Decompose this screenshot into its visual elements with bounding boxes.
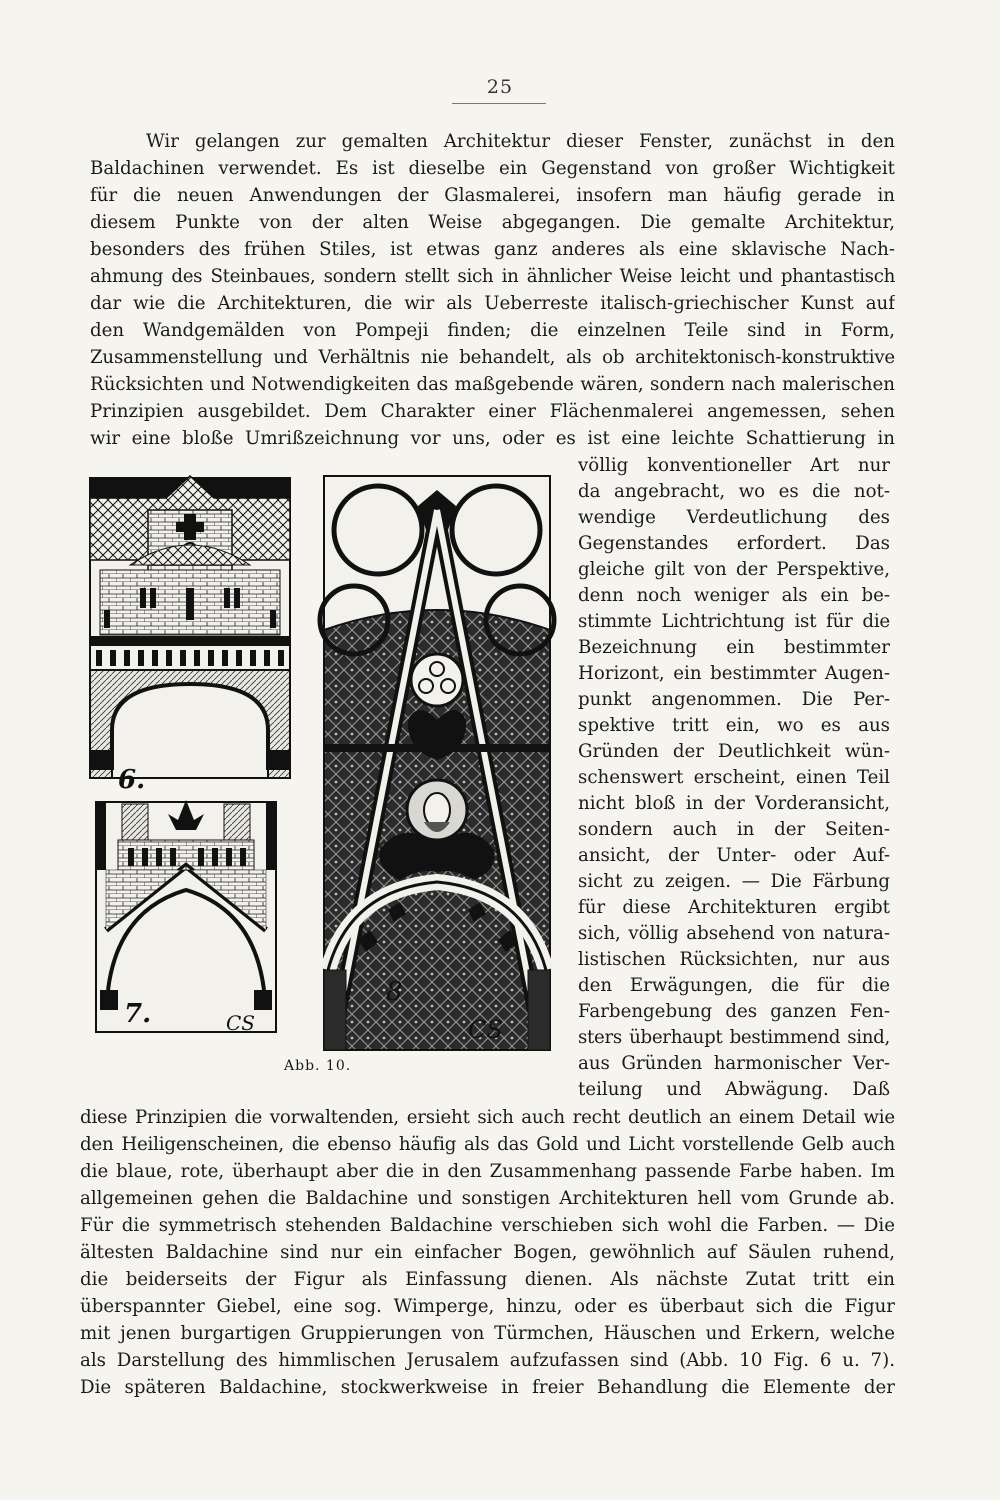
column-line: listischen Rücksichten, nur aus (578, 949, 890, 970)
column-line: sondern auch in der Seiten- (578, 819, 890, 840)
column-line: gleiche gilt von der Perspektive, (578, 559, 890, 580)
body-line: mit jenen burgartigen Gruppierungen von Türmchen, Häuschen und Erkern, welche (80, 1323, 895, 1344)
figure-8-label: 8 (386, 977, 403, 1007)
figure-8-canopy (320, 476, 554, 1050)
body-line: Prinzipien ausgebildet. Dem Charakter einer Flächenmalerei angemessen, sehen (90, 401, 895, 422)
column-line: spektive tritt ein, wo es aus (578, 715, 890, 736)
body-line: dar wie die Architekturen, die wir als Ueberreste italisch-griechischer Kunst auf (90, 293, 895, 314)
body-line: diese Prinzipien die vorwaltenden, ersieht sich auch recht deutlich an einem Detail wie (80, 1107, 895, 1128)
column-line: denn noch weniger als ein be- (578, 585, 890, 606)
body-line: Die späteren Baldachine, stockwerkweise in freier Behandlung die Elemente der (80, 1377, 895, 1398)
column-line: den Erwägungen, die für die (578, 975, 890, 996)
figure-abb-10 (88, 470, 558, 1070)
column-line: völlig konventioneller Art nur (578, 455, 890, 476)
column-line: Gegenstandes erfordert. Das (578, 533, 890, 554)
column-line: Bezeichnung ein bestimmter (578, 637, 890, 658)
page-number: 25 (486, 76, 514, 98)
figure-caption: Abb. 10. (284, 1058, 352, 1074)
header-rule (452, 103, 546, 104)
body-line: für die neuen Anwendungen der Glasmalerei, insofern man häufig gerade in (90, 185, 895, 206)
column-line: stimmte Lichtrichtung ist für die (578, 611, 890, 632)
body-line: wir eine bloße Umrißzeichnung vor uns, oder es ist eine leichte Schattierung in (90, 428, 895, 449)
body-line: Wir gelangen zur gemalten Architektur dieser Fenster, zunächst in den (146, 131, 895, 152)
column-line: für diese Architekturen ergibt (578, 897, 890, 918)
column-line: aus Gründen harmonischer Ver- (578, 1053, 890, 1074)
column-line: da angebracht, wo es die not- (578, 481, 890, 502)
column-line: sters überhaupt bestimmend sind, (578, 1027, 890, 1048)
body-line: Für die symmetrisch stehenden Baldachine verschieben sich wohl die Farben. — Die (80, 1215, 895, 1236)
column-line: Farbengebung des ganzen Fen- (578, 1001, 890, 1022)
figure-6-canopy (90, 476, 290, 778)
column-line: schenswert erscheint, einen Teil (578, 767, 890, 788)
body-line: den Wandgemälden von Pompeji finden; die einzelnen Teile sind in Form, (90, 320, 895, 341)
figure-6-label: 6. (118, 765, 146, 795)
column-line: sich, völlig absehend von natura- (578, 923, 890, 944)
body-line: überspannter Giebel, eine sog. Wimperge, hinzu, oder es überbaut sich die Figur (80, 1296, 895, 1317)
body-line: den Heiligenscheinen, die ebenso häufig als das Gold und Licht vorstellende Gelb auch (80, 1134, 895, 1155)
monogram-cs-left: CS (226, 1011, 256, 1035)
column-line: nicht bloß in der Vorderansicht, (578, 793, 890, 814)
body-line: allgemeinen gehen die Baldachine und sonstigen Architekturen hell vom Grunde ab. (80, 1188, 895, 1209)
column-line: Gründen der Deutlichkeit wün- (578, 741, 890, 762)
body-line: ahmung des Steinbaues, sondern stellt sich in ähnlicher Weise leicht und phantastisch (90, 266, 895, 287)
column-line: sicht zu zeigen. — Die Färbung (578, 871, 890, 892)
body-line: Zusammenstellung und Verhältnis nie behandelt, als ob architektonisch-konstruktive (90, 347, 895, 368)
body-line: Rücksichten und Notwendigkeiten das maßgebende wären, sondern nach malerischen (90, 374, 895, 395)
body-line: als Darstellung des himmlischen Jerusalem aufzufassen sind (Abb. 10 Fig. 6 u. 7). (80, 1350, 895, 1371)
figure-7-canopy (96, 800, 276, 1032)
body-line: diesem Punkte von der alten Weise abgegangen. Die gemalte Architektur, (90, 212, 895, 233)
body-line: besonders des frühen Stiles, ist etwas ganz anderes als eine sklavische Nach- (90, 239, 895, 260)
figure-7-label: 7. (124, 999, 152, 1029)
body-line: die blaue, rote, überhaupt aber die in den Zusammenhang passende Farbe haben. Im (80, 1161, 895, 1182)
column-line: wendige Verdeutlichung des (578, 507, 890, 528)
body-line: ältesten Baldachine sind nur ein einfacher Bogen, gewöhnlich auf Säulen ruhend, (80, 1242, 895, 1263)
column-line: teilung und Abwägung. Daß (578, 1079, 890, 1100)
body-line: Baldachinen verwendet. Es ist dieselbe ein Gegenstand von großer Wichtigkeit (90, 158, 895, 179)
column-line: Horizont, ein bestimmter Augen- (578, 663, 890, 684)
monogram-cs-right: CS (468, 1016, 503, 1044)
column-line: punkt angenommen. Die Per- (578, 689, 890, 710)
body-line: die beiderseits der Figur als Einfassung dienen. Als nächste Zutat tritt ein (80, 1269, 895, 1290)
column-line: ansicht, der Unter- oder Auf- (578, 845, 890, 866)
